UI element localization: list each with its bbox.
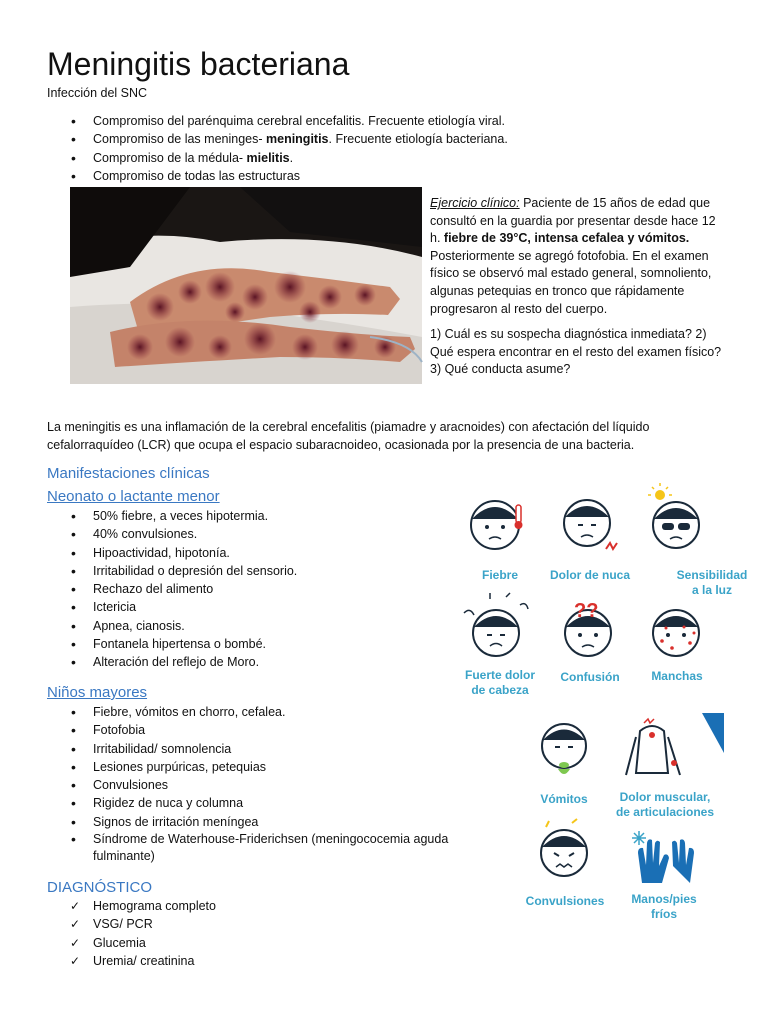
list-item: ✓ Uremia/ creatinina — [47, 952, 216, 970]
cold-limbs-label-2: fríos — [650, 907, 678, 921]
list-item: • Ictericia — [47, 598, 297, 616]
headache-label-1: Fuerte dolor — [464, 668, 536, 682]
headache-label-2: de cabeza — [471, 683, 529, 697]
clinical-questions: 1) Cuál es su sospecha diagnóstica inmediata? 2) Qué espera encontrar en el resto del examen físico? 3) Qué conducta asume? — [430, 327, 722, 377]
list-item: • Compromiso del parénquima cerebral encefalitis. Frecuente etiología viral. — [47, 112, 508, 130]
confusion-face-icon — [565, 600, 611, 656]
cold-hands-icon — [632, 831, 694, 883]
older-children-heading: Niños mayores — [47, 684, 148, 701]
list-item: • 50% fiebre, a veces hipotermia. — [47, 507, 297, 525]
page-title: Meningitis bacteriana — [47, 46, 350, 82]
list-item: • Irritabilidad/ somnolencia — [47, 740, 477, 758]
list-item: • Lesiones purpúricas, petequias — [47, 758, 477, 776]
symptom-infographic-2 — [512, 713, 724, 925]
list-item: ✓ Glucemia — [47, 934, 216, 952]
definition-paragraph: La meningitis es una inflamación de la cerebral encefalitis (piamadre y aracnoides) con afectación del líquido cefalorraquídeo (LCR) que ocupa el espacio subaracnoideo, ocasionada por la presencia de una bacteria. — [47, 420, 650, 452]
neck-pain-face-icon — [564, 500, 617, 549]
list-item: • Rechazo del alimento — [47, 580, 297, 598]
list-item: • Compromiso de las meninges- meningitis. Frecuente etiología bacteriana. — [47, 130, 508, 148]
list-item: • Rigidez de nuca y columna — [47, 794, 477, 812]
list-item: ✓ VSG/ PCR — [47, 915, 216, 933]
clinical-case — [430, 195, 722, 387]
vomiting-face-icon — [542, 724, 586, 774]
svg-text:??: ?? — [574, 600, 599, 622]
vomiting-label: Vómitos — [540, 792, 588, 806]
list-item: • Compromiso de la médula- mielitis. — [47, 149, 508, 167]
muscle-pain-label-2: de articulaciones — [615, 805, 715, 819]
list-item: • Irritabilidad o depresión del sensorio. — [47, 562, 297, 580]
light-sensitivity-label-1: Sensibilidad — [676, 568, 748, 582]
list-item: • Fotofobia — [47, 721, 477, 739]
neonate-heading: Neonato o lactante menor — [47, 488, 220, 505]
seizure-face-icon — [541, 819, 587, 876]
muscle-pain-icon — [626, 719, 680, 775]
list-item: • Convulsiones — [47, 776, 477, 794]
cold-limbs-label-1: Manos/pies — [631, 892, 697, 906]
fever-label: Fiebre — [481, 568, 519, 582]
manifestations-heading: Manifestaciones clínicas — [47, 465, 210, 482]
list-item: • Signos de irritación meníngea — [47, 813, 477, 831]
list-item: ✓ Hemograma completo — [47, 897, 216, 915]
intro-list — [47, 112, 508, 185]
list-item: • Fiebre, vómitos en chorro, cefalea. — [47, 703, 477, 721]
list-item: • Apnea, cianosis. — [47, 617, 297, 635]
spots-label: Manchas — [651, 669, 703, 683]
neonate-list — [47, 507, 297, 672]
confusion-label: Confusión — [560, 670, 620, 684]
list-item: • Síndrome de Waterhouse-Friderichsen (meningococemia aguda fulminante) — [47, 831, 477, 865]
clinical-case-text: Ejercicio clínico: Paciente de 15 años de edad que consultó en la guardia por presentar desde hace 12 h. fiebre de 39°C, intensa cefalea y vómitos. Posteriormente se agregó fotofobia. En el examen físico se observó mal estado general, somnoliento, algunas petequias en tronco que rápidamente progresaron al resto del cuerpo. — [430, 196, 716, 316]
list-item: • Alteración del reflejo de Moro. — [47, 653, 297, 671]
diagnosis-list — [47, 897, 216, 970]
light-sensitivity-face-icon — [648, 483, 699, 548]
spots-face-icon — [653, 610, 699, 656]
headache-face-icon — [464, 593, 528, 656]
clinical-photo — [70, 187, 422, 384]
diagnosis-heading: DIAGNÓSTICO — [47, 879, 153, 896]
list-item: • Fontanela hipertensa o bombé. — [47, 635, 297, 653]
list-item: • 40% convulsiones. — [47, 525, 297, 543]
older-children-list — [47, 703, 477, 865]
list-item: • Hipoactividad, hipotonía. — [47, 544, 297, 562]
list-item: • Compromiso de todas las estructuras — [47, 167, 508, 185]
light-sensitivity-label-2: a la luz — [691, 583, 733, 597]
fever-face-icon — [471, 501, 523, 549]
neck-pain-label: Dolor de nuca — [549, 568, 631, 582]
subtitle: Infección del SNC — [47, 86, 148, 100]
muscle-pain-label-1: Dolor muscular, — [619, 790, 711, 804]
seizures-label: Convulsiones — [525, 894, 605, 908]
symptom-infographic-1 — [450, 483, 748, 705]
